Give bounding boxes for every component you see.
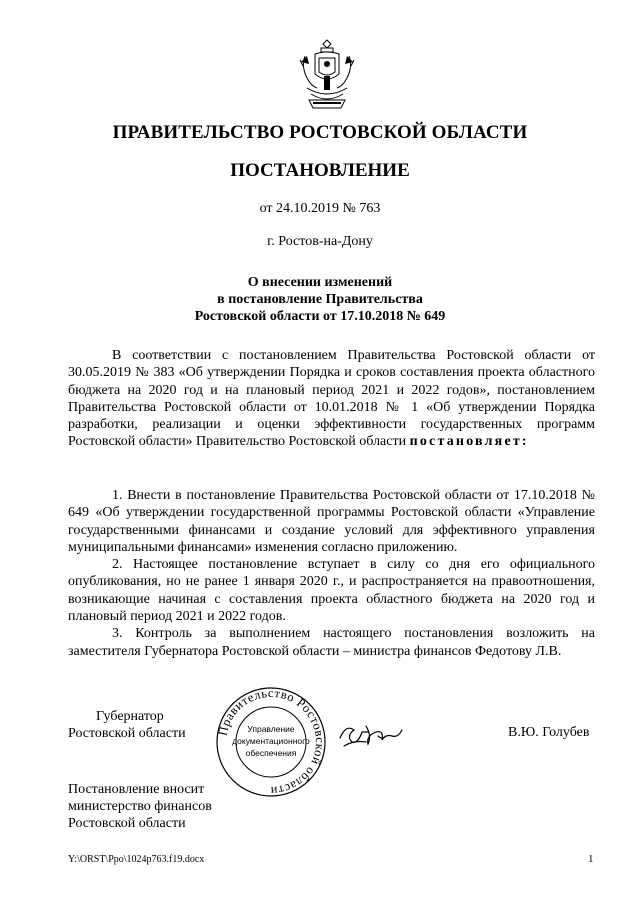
preamble-text: В соответствии с постановлением Правительства Ростовской области от 30.05.2019 № 383 «Об утверждении Порядка и сроков составления проекта областного бюджета на 2020 год и на плановый период 2021 и 2022 годов», постановлением Правительства Ростовской области от 10.01.2018 № 1 «Об утверждении Порядка разработки, реализации и оценки эффективности государственных программ Ростовской области» Правительство Ростовской области [68, 348, 595, 450]
signatory-name: В.Ю. Голубев [508, 725, 590, 740]
resolution-item: 3. Контроль за выполнением настоящего постановления возложить на заместителя Губернатора Ростовской области – министра финансов Федотову Л.В. [68, 626, 595, 659]
preamble-paragraph [68, 347, 595, 451]
resolution-item: 1. Внести в постановление Правительства Ростовской области от 17.10.2018 № 649 «Об утверждении государственной программы Ростовской области «Управление государственными финансами и создание условий для эффективного управления муниципальными финансами» изменения согласно приложению. [68, 488, 595, 555]
stamp-center-line: обеспечения [245, 748, 297, 758]
resolution-items [68, 487, 595, 660]
stamp-ring-text: Правительство Ростовской области [215, 686, 328, 798]
subject-line: в постановление Правительства [217, 292, 423, 307]
government-title: ПРАВИТЕЛЬСТВО РОСТОВСКОЙ ОБЛАСТИ [112, 122, 528, 143]
document-type: ПОСТАНОВЛЕНИЕ [230, 160, 410, 181]
document-city: г. Ростов-на-Дону [267, 234, 373, 249]
subject-line: Ростовской области от 17.10.2018 № 649 [194, 309, 446, 324]
footer-file-path: Y:\ORST\Ppo\1024p763.f19.docx [68, 854, 205, 865]
subject-line: О внесении изменений [247, 275, 393, 290]
document-date: от 24.10.2019 № 763 [259, 201, 381, 216]
resolves-word: постановляет: [409, 434, 529, 450]
position-line: Губернатор [96, 709, 164, 724]
position-line: Ростовской области [68, 726, 186, 741]
stamp-center-line: документационного [232, 736, 310, 746]
handwritten-signature [338, 716, 404, 750]
document-subject [0, 274, 640, 325]
signatory-position [68, 708, 186, 742]
stamp-center-line: Управление [247, 724, 295, 734]
introducer-block [68, 781, 212, 832]
coat-of-arms-icon [297, 36, 357, 112]
official-stamp [212, 686, 330, 798]
introducer-line: Ростовской области [68, 816, 186, 831]
introducer-line: министерство финансов [68, 799, 212, 814]
page-number: 1 [588, 853, 594, 865]
introducer-line: Постановление вносит [68, 782, 205, 797]
resolution-item: 2. Настоящее постановление вступает в силу со дня его официального опубликования, но не ранее 1 января 2020 г., и распространяется на правоотношения, возникающие начиная с составления проекта областного бюджета на 2020 год и плановый период 2021 и 2022 годов. [68, 557, 595, 625]
